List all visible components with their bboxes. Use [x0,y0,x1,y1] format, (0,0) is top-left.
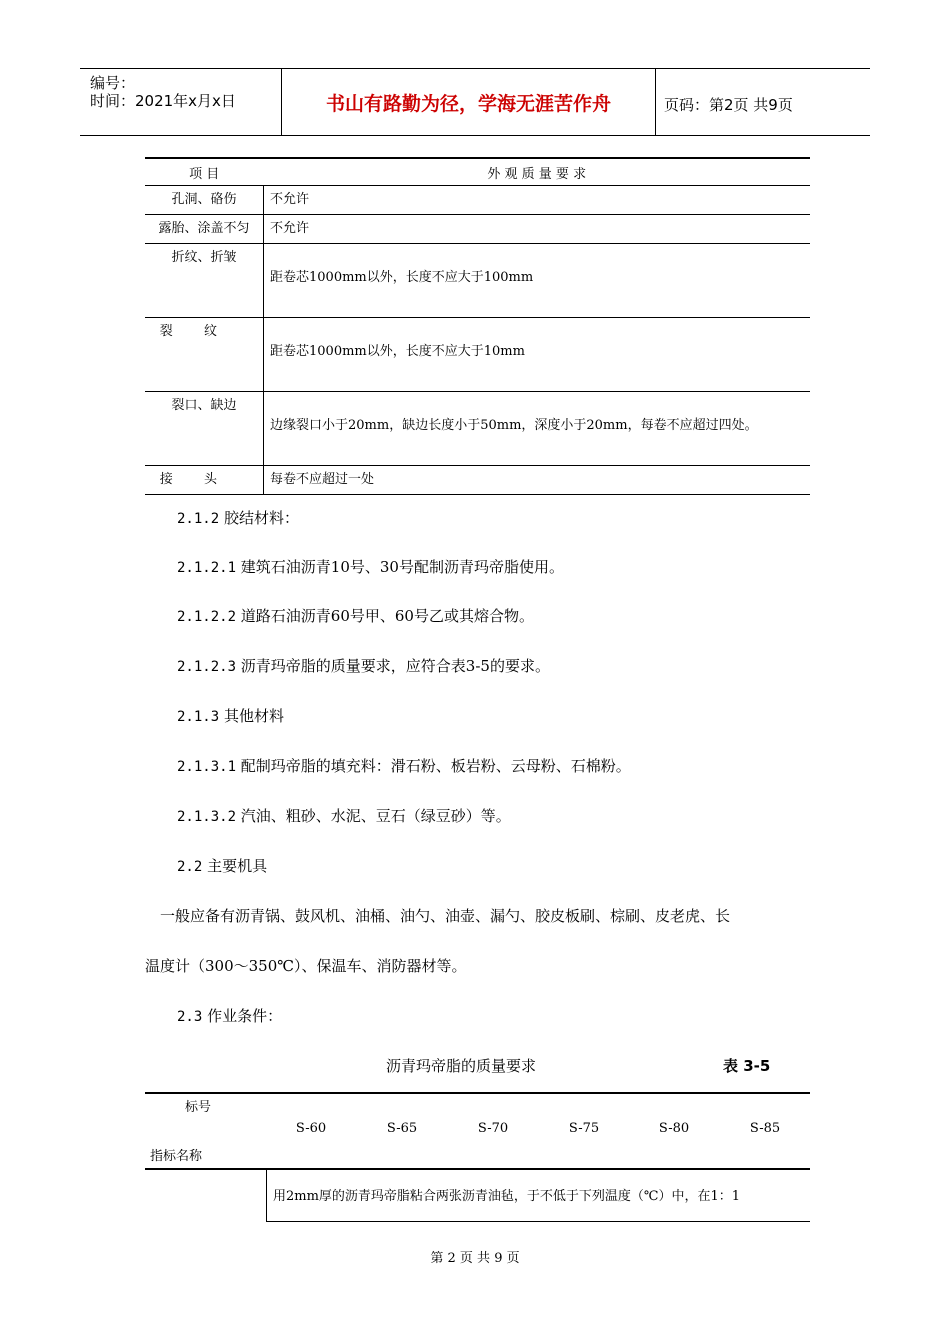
table-row [145,244,810,318]
table2-header-rule [145,1168,810,1170]
appearance-quality-table [145,157,810,495]
header-motto: 书山有路勤为径，学海无涯苦作舟 [325,93,611,115]
table2-number: 表 3-5 [723,1057,771,1075]
section-text: 道路石油沥青60号甲、60号乙或其熔合物。 [240,607,534,625]
row-item: 孔洞、硌伤 [145,186,264,215]
grade-s85: S-85 [749,1121,781,1136]
table2-column-divider [266,1169,267,1221]
header-time: 时间：2021年x月x日 [90,92,236,110]
row-item: 折纹、折皱 [145,244,264,318]
table2-row1-text: 用2mm厚的沥青玛帝脂粘合两张沥青油毡，于不低于下列温度（℃）中，在1：1 [273,1189,741,1204]
header-bottom-rule [80,135,870,136]
section-2-1-2 [177,508,299,529]
tools-paragraph-line2: 温度计（300～350℃）、保温车、消防器材等。 [145,957,467,975]
section-2-1-2-2 [177,606,534,627]
row-requirement: 距卷芯1000mm以外，长度不应大于10mm [264,318,811,392]
table2-header-indicator: 指标名称 [150,1149,203,1164]
table2-title: 沥青玛帝脂的质量要求 [386,1057,537,1075]
section-number: 2.1.3 [177,709,220,725]
header-divider-right [655,68,656,135]
section-text: 配制玛帝脂的填充料：滑石粉、板岩粉、云母粉、石棉粉。 [240,757,631,775]
section-number: 2.1.2.1 [177,560,237,576]
table2-top-rule [145,1092,810,1094]
section-2-1-2-1 [177,557,564,578]
row-item-text: 接头 [159,472,249,487]
section-number: 2.2 [177,859,203,875]
tools-paragraph-line1: 一般应备有沥青锅、鼓风机、油桶、油勺、油壶、漏勺、胶皮板刷、棕刷、皮老虎、长 [160,907,731,925]
section-number: 2.1.3.2 [177,809,237,825]
section-text: 汽油、粗砂、水泥、豆石（绿豆砂）等。 [240,807,511,825]
section-2-3 [177,1006,282,1027]
page-footer: 第 2 页 共 9 页 [430,1251,520,1266]
grade-s70: S-70 [477,1121,509,1136]
section-2-1-3-1 [177,756,631,777]
table-row [145,186,810,215]
grade-s65: S-65 [386,1121,418,1136]
table2-row-rule [266,1221,810,1222]
section-number: 2.1.3.1 [177,759,237,775]
section-number: 2.1.2 [177,511,220,527]
header-top-rule [80,68,870,69]
section-text: 主要机具 [207,857,268,875]
row-requirement: 不允许 [264,186,811,215]
row-item-text: 裂纹 [159,324,249,339]
table2-header-grade: 标号 [185,1100,212,1115]
header-requirement: 外 观 质 量 要 求 [264,158,811,186]
table-row [145,215,810,244]
section-text: 作业条件： [207,1007,283,1025]
section-2-1-3 [177,706,284,727]
section-text: 胶结材料： [223,509,299,527]
section-number: 2.1.2.3 [177,659,237,675]
grade-s60: S-60 [295,1121,327,1136]
section-2-1-3-2 [177,806,511,827]
table-header-row [145,158,810,186]
row-requirement: 每卷不应超过一处 [264,466,811,495]
row-requirement: 距卷芯1000mm以外，长度不应大于100mm [264,244,811,318]
grade-s75: S-75 [568,1121,600,1136]
header-code: 编号： [90,74,136,92]
section-text: 其他材料 [223,707,284,725]
section-number: 2.1.2.2 [177,609,237,625]
header-page-info: 页码：第2页 共9页 [664,96,793,114]
table-row [145,466,810,495]
row-item [145,466,264,495]
row-item: 裂口、缺边 [145,392,264,466]
grade-s80: S-80 [658,1121,690,1136]
section-2-1-2-3 [177,656,550,677]
section-number: 2.3 [177,1009,203,1025]
table-row [145,318,810,392]
section-text: 建筑石油沥青10号、30号配制沥青玛帝脂使用。 [240,558,564,576]
section-text: 沥青玛帝脂的质量要求，应符合表3-5的要求。 [240,657,550,675]
row-requirement: 不允许 [264,215,811,244]
section-2-2 [177,856,267,877]
table-row [145,392,810,466]
row-item: 露胎、涂盖不匀 [145,215,264,244]
header-item: 项 目 [145,158,264,186]
row-item [145,318,264,392]
row-requirement: 边缘裂口小于20mm，缺边长度小于50mm，深度小于20mm，每卷不应超过四处。 [264,392,811,466]
